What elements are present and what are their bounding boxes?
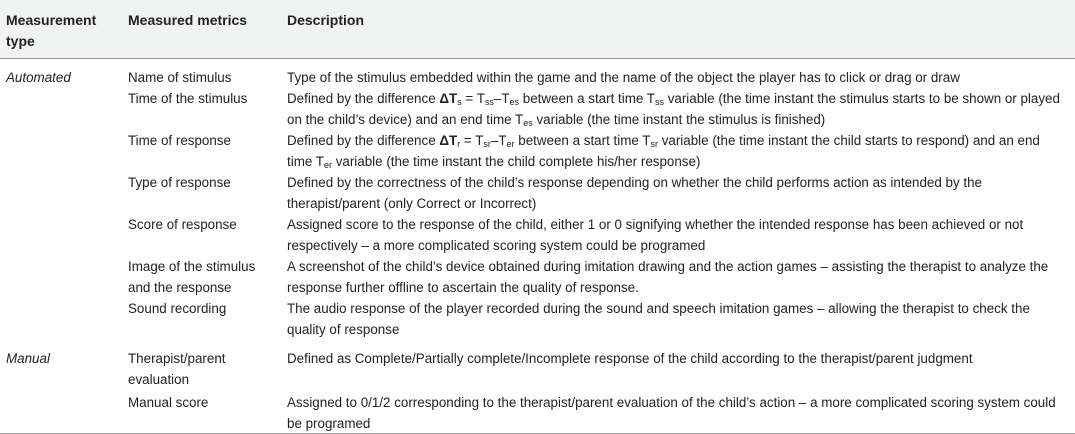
row-description: Defined by the correctness of the child’s response depending on whether the child performs action as intended by the therapist/parent (only Correct or Incorrect) [287, 175, 983, 211]
row-metric: Score of response [128, 217, 237, 232]
row-type: Manual [6, 351, 50, 366]
header-measured-metrics: Measured metrics [128, 12, 248, 28]
row-description: Assigned to 0/1/2 corresponding to the therapist/parent evaluation of the child’s action – a more complicated scoring system could be programed [287, 395, 1056, 431]
row-metric: Name of stimulus [128, 70, 232, 85]
header-description: Description [287, 12, 365, 28]
row-type: Automated [6, 70, 71, 85]
row-description: Defined as Complete/Partially complete/Incomplete response of the child according to the therapist/parent judgment [287, 351, 973, 366]
row-description: Assigned score to the response of the child, either 1 or 0 signifying whether the intended response has been achieved or not respectively – a more complicated scoring system could be programed [287, 217, 1024, 253]
row-metric: Time of the stimulus [128, 91, 248, 106]
row-description: A screenshot of the child’s device obtained during imitation drawing and the action games – assisting the therapist to analyze the response further offline to ascertain the quality of response. [287, 259, 1049, 295]
row-description: Defined by the difference $\Delta T_s = T_{ss}-T_{es}$ between a start time $T_{ss}$ variable (the time instant the stimulus starts to be shown or played on the child’s device) and an end time $T_{es}$ variable (the time instant the stimulus is finished) [287, 91, 1060, 128]
table-header [0, 0, 1075, 59]
row-description: The audio response of the player recorded during the sound and speech imitation games – allowing the therapist to check the quality of response [287, 301, 1030, 337]
header-measurement-type: Measurement type [6, 12, 97, 49]
row-metric: Type of response [128, 175, 231, 190]
row-metric: Sound recording [128, 301, 227, 316]
row-description: Type of the stimulus embedded within the game and the name of the object the player has to click or drag or draw [287, 70, 960, 85]
row-metric: Therapist/parent evaluation [128, 351, 226, 387]
row-metric: Manual score [128, 395, 209, 410]
row-description: Defined by the difference $\Delta T_r = T_{sr}-T_{er}$ between a start time $T_{sr}$ variable (the time instant the child starts to respond) and an end time $T_{er}$ variable (the time instant the child complete his/her response) [287, 133, 1040, 170]
row-metric: Image of the stimulus and the response [128, 259, 256, 295]
row-metric: Time of response [128, 133, 231, 148]
